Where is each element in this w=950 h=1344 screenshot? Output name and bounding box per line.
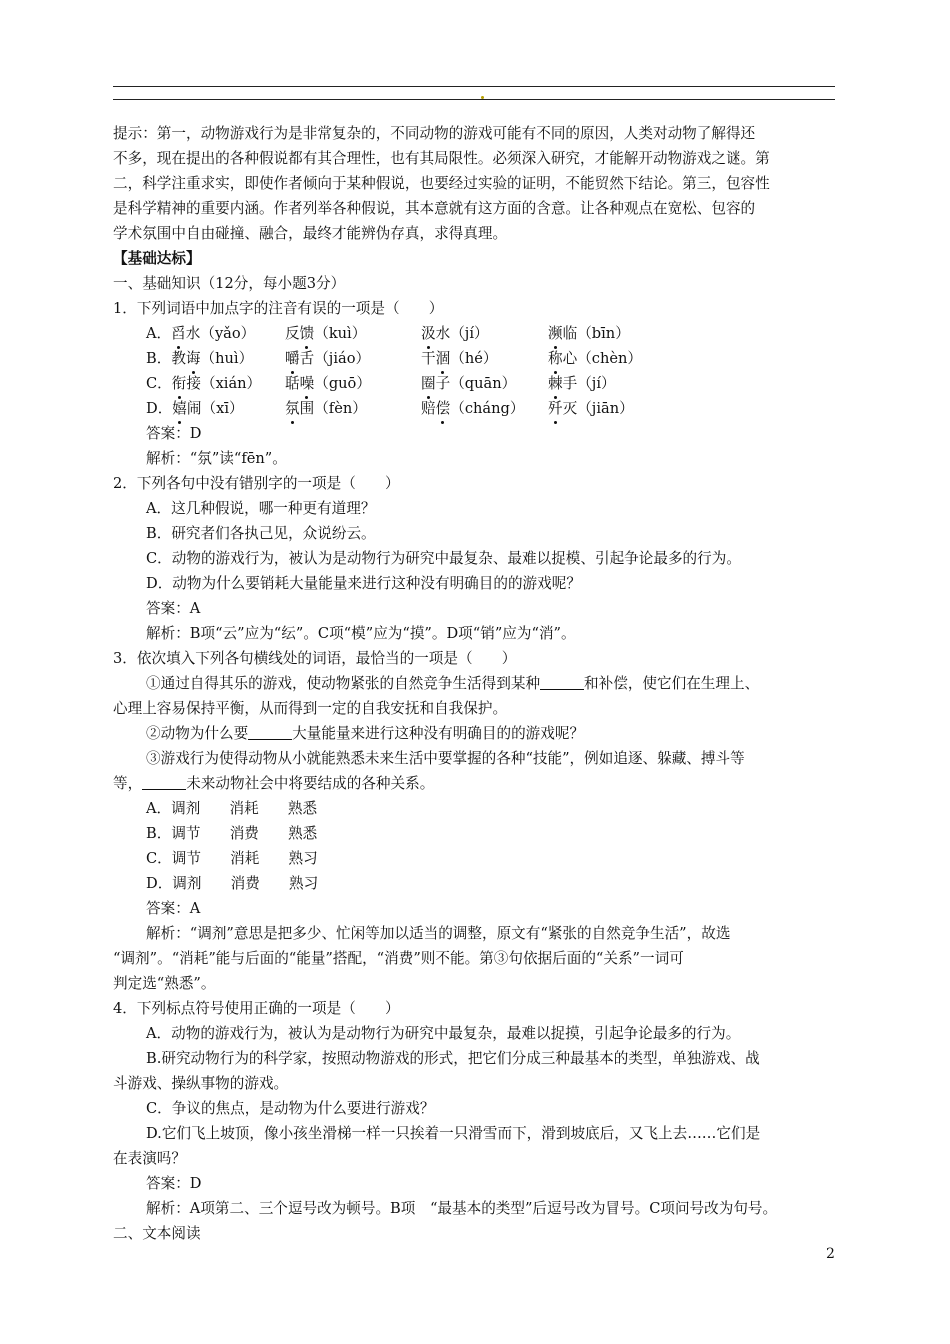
q1-option-word <box>548 396 634 421</box>
word-suffix: 临（bīn） <box>562 325 630 342</box>
q2-option-b: B．研究者们各执己见，众说纷云。 <box>146 525 376 542</box>
word-suffix: （hé） <box>450 350 498 367</box>
word-suffix: 灭（jiān） <box>562 400 634 417</box>
q3-stem: 3．依次填入下列各句横线处的词语，最恰当的一项是（ ） <box>113 650 517 667</box>
q3-option-d: D．调剂 消费 熟习 <box>146 875 319 892</box>
q2-option-a: A．这几种假说，哪一种更有道理？ <box>146 500 376 517</box>
emphasized-char: 衔 <box>172 371 187 396</box>
q1-option-word <box>146 396 285 421</box>
q1-options <box>113 321 843 421</box>
q3-answer: 答案：A <box>146 900 201 917</box>
q2-answer: 答案：A <box>146 600 201 617</box>
q1-option-word <box>548 346 642 371</box>
header-dot <box>481 96 484 99</box>
part2-title: 二、文本阅读 <box>113 1225 201 1242</box>
q4-answer: 答案：D <box>146 1175 202 1192</box>
emphasized-char: 涸 <box>436 346 451 371</box>
emphasized-char: 嚼 <box>285 346 300 371</box>
q4-option-b: B.研究动物行为的科学家，按照动物游戏的形式，把它们分成三种最基本的类型，单独游戏、战 <box>146 1050 760 1067</box>
word-suffix: （huì） <box>200 350 254 367</box>
word-suffix: 围（fèn） <box>299 400 367 417</box>
q4-option-b-cont: 斗游戏、操纵事物的游戏。 <box>113 1075 289 1092</box>
word-prefix: 反 <box>285 325 300 342</box>
word-suffix: （guō） <box>314 375 371 392</box>
word-suffix: 舌（jiáo） <box>299 350 371 367</box>
q3-sentence-3: ③游戏行为使得动物从小就能熟悉未来生活中要掌握的各种“技能”，例如追逐、躲藏、搏斗等 <box>146 750 745 767</box>
q4-option-d-cont: 在表演吗？ <box>113 1150 186 1167</box>
emphasized-char: 馈 <box>300 321 315 346</box>
q1-option-word <box>421 346 548 371</box>
emphasized-char: 汲 <box>421 321 436 346</box>
q1-option-word <box>146 321 285 346</box>
q4-analysis: 解析：A项第二、三个逗号改为顿号。B项 “最基本的类型”后逗号改为冒号。C项问号改为句号。 <box>146 1200 778 1217</box>
word-prefix: D． <box>146 400 173 417</box>
q3-analysis-line: 解析：“调剂”意思是把多少、忙闲等加以适当的调整，原文有“紧张的自然竞争生活”，故选 <box>146 925 731 942</box>
word-prefix: 干 <box>421 350 436 367</box>
word-suffix: （kuì） <box>314 325 367 342</box>
emphasized-char: 圈 <box>421 371 436 396</box>
emphasized-char: 偿 <box>436 396 451 421</box>
q2-option-c: C．动物的游戏行为，被认为是动物行为研究中最复杂、最难以捉模、引起争论最多的行为。 <box>146 550 741 567</box>
q3-s3-text-c: 未来动物社会中将要结成的各种关系。 <box>186 775 435 792</box>
emphasized-char: 舀 <box>171 321 186 346</box>
q3-sentence-1 <box>113 671 843 696</box>
q1-option-row <box>113 346 843 371</box>
emphasized-char: 棘 <box>548 371 563 396</box>
page-content <box>113 121 843 1246</box>
q1-option-row <box>113 321 843 346</box>
q3-s3-text-b: 等， <box>113 775 143 792</box>
q1-option-row <box>113 396 843 421</box>
emphasized-char: 称 <box>548 346 563 371</box>
word-prefix: A． <box>146 325 172 342</box>
q3-analysis-line: 判定选“熟悉”。 <box>113 975 216 992</box>
q1-option-word <box>548 321 630 346</box>
emphasized-char: 噪 <box>300 371 315 396</box>
q1-option-word <box>421 321 548 346</box>
fill-blank <box>540 675 584 690</box>
q1-option-word <box>421 396 548 421</box>
emphasized-char: 嬉 <box>172 396 187 421</box>
q1-stem: 1．下列词语中加点字的注音有误的一项是（ ） <box>113 300 444 317</box>
q1-option-word <box>285 371 421 396</box>
hint-line: 学术氛围中自由碰撞、融合，最终才能辨伪存真，求得真理。 <box>113 225 508 242</box>
q4-option-a: A．动物的游戏行为，被认为是动物行为研究中最复杂，最难以捉摸，引起争论最多的行为。 <box>146 1025 741 1042</box>
q3-s1-text-b: 和补偿，使它们在生理上、 <box>584 675 760 692</box>
word-suffix: 水（yǎo） <box>185 325 256 342</box>
word-suffix: 水（jí） <box>435 325 489 342</box>
word-suffix: 闹（xī） <box>186 400 244 417</box>
q3-sentence-2 <box>113 721 843 746</box>
section-title: 【基础达标】 <box>113 250 201 267</box>
q3-sentence-1-cont: 心理上容易保持平衡，从而得到一定的自我安抚和自我保护。 <box>113 700 508 717</box>
word-suffix: 接（xián） <box>186 375 262 392</box>
q1-analysis: 解析：“氛”读“fēn”。 <box>146 450 287 467</box>
word-prefix: 赔 <box>421 400 436 417</box>
header-rule-top <box>113 86 835 87</box>
q2-option-d: D．动物为什么要销耗大量能量来进行这种没有明确目的的游戏呢？ <box>146 575 581 592</box>
hint-line: 二，科学注重求实，即使作者倾向于某种假说，也要经过实验的证明，不能贸然下结论。第三，包容性 <box>113 175 770 192</box>
q2-analysis: 解析：B项“云”应为“纭”。C项“模”应为“摸”。D项“销”应为“消”。 <box>146 625 576 642</box>
q3-sentence-3-cont <box>113 771 843 796</box>
word-suffix: （cháng） <box>450 400 525 417</box>
word-prefix: C． <box>146 375 172 392</box>
q1-option-word <box>285 321 421 346</box>
q4-stem: 4．下列标点符号使用正确的一项是（ ） <box>113 1000 400 1017</box>
emphasized-char: 诲 <box>186 346 201 371</box>
hint-line: 是科学精神的重要内涵。作者列举各种假说，其本意就有这方面的含意。让各种观点在宽松、包容的 <box>113 200 756 217</box>
q3-option-b: B．调节 消费 熟悉 <box>146 825 318 842</box>
page-number: 2 <box>826 1246 835 1262</box>
emphasized-char: 歼 <box>548 396 563 421</box>
q3-s1-text-a: ①通过自得其乐的游戏，使动物紧张的自然竞争生活得到某种 <box>146 675 541 692</box>
q1-option-word <box>146 371 285 396</box>
q4-option-c: C．争议的焦点，是动物为什么要进行游戏？ <box>146 1100 435 1117</box>
q1-option-row <box>113 371 843 396</box>
emphasized-char: 濒 <box>548 321 563 346</box>
q3-s2-text-b: 大量能量来进行这种没有明确目的的游戏呢？ <box>292 725 585 742</box>
part1-title: 一、基础知识（12分，每小题3分） <box>113 275 346 292</box>
hint-line: 不多，现在提出的各种假说都有其合理性，也有其局限性。必须深入研究，才能解开动物游戏之谜。第 <box>113 150 770 167</box>
q1-option-word <box>548 371 616 396</box>
q1-option-word <box>285 346 421 371</box>
q1-option-word <box>285 396 421 421</box>
word-suffix: 子（quān） <box>435 375 517 392</box>
q4-option-d: D.它们飞上坡顶，像小孩坐滑梯一样一只挨着一只滑雪而下，滑到坡底后，又飞上去……它们是 <box>146 1125 761 1142</box>
q3-analysis-line: “调剂”。“消耗”能与后面的“能量”搭配，“消费”则不能。第③句依据后面的“关系”一词可 <box>113 950 684 967</box>
q3-s2-text-a: ②动物为什么要 <box>146 725 249 742</box>
q1-answer: 答案：D <box>146 425 202 442</box>
hint-line: 提示：第一，动物游戏行为是非常复杂的，不同动物的游戏可能有不同的原因，人类对动物了解得还 <box>113 125 756 142</box>
q3-option-c: C．调节 消耗 熟习 <box>146 850 318 867</box>
q3-option-a: A．调剂 消耗 熟悉 <box>146 800 318 817</box>
fill-blank <box>248 725 292 740</box>
q1-option-word <box>421 371 548 396</box>
emphasized-char: 氛 <box>285 396 300 421</box>
word-prefix: B．教 <box>146 350 186 367</box>
fill-blank <box>142 775 186 790</box>
word-suffix: 手（jí） <box>562 375 616 392</box>
q2-stem: 2．下列各句中没有错别字的一项是（ ） <box>113 475 400 492</box>
word-prefix: 聒 <box>285 375 300 392</box>
word-suffix: 心（chèn） <box>562 350 642 367</box>
header-rule-bottom <box>113 99 835 100</box>
q1-option-word <box>146 346 285 371</box>
